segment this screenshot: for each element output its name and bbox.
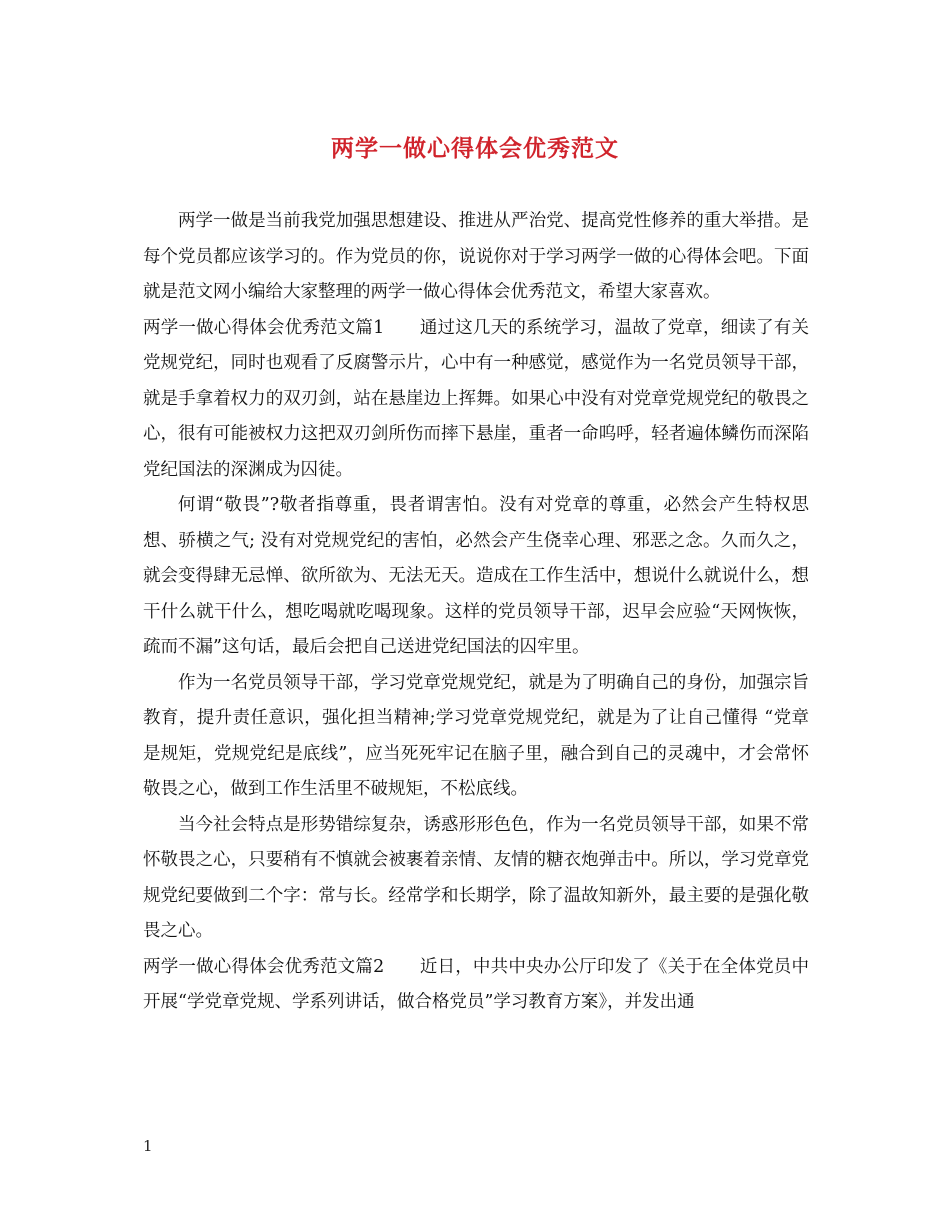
section-heading-1: 两学一做心得体会优秀范文篇1 — [143, 317, 420, 338]
section-2-text: 近日，中共中央办公厅印发了《关于在全体党员中开展“学党章党规、学系列讲话，做合格党员”学习教育方案》，并发出通 — [143, 956, 810, 1012]
section-heading-2: 两学一做心得体会优秀范文篇2 — [143, 956, 420, 977]
paragraph-section-1 — [143, 311, 809, 489]
document-body — [143, 204, 809, 1021]
document-title: 两学一做心得体会优秀范文 — [331, 136, 619, 162]
section-1-text: 通过这几天的系统学习，温故了党章，细读了有关党规党纪，同时也观看了反腐警示片，心中有一种感觉，感觉作为一名党员领导干部，就是手拿着权力的双刃剑，站在悬崖边上挥舞。如果心中没有对党章党规党纪的敬畏之心，很有可能被权力这把双刃剑所伤而摔下悬崖，重者一命呜呼，轻者遍体鳞伤而深陷党纪国法的深渊成为囚徒。 — [143, 317, 810, 480]
paragraph-society: 当今社会特点是形势错综复杂，诱惑形形色色，作为一名党员领导干部，如果不常怀敬畏之心，只要稍有不慎就会被裹着亲情、友情的糖衣炮弹击中。所以，学习党章党规党纪要做到二个字：常与长。经常学和长期学，除了温故知新外，最主要的是强化敬畏之心。 — [143, 814, 809, 941]
page-number: 1 — [143, 1137, 153, 1155]
paragraph-intro: 两学一做是当前我党加强思想建设、推进从严治党、提高党性修养的重大举措。是每个党员都应该学习的。作为党员的你，说说你对于学习两学一做的心得体会吧。下面就是范文网小编给大家整理的两学一做心得体会优秀范文，希望大家喜欢。 — [143, 211, 809, 302]
paragraph-awe: 何谓“敬畏”?敬者指尊重，畏者谓害怕。没有对党章的尊重，必然会产生特权思想、骄横之气; 没有对党规党纪的害怕，必然会产生侥幸心理、邪恶之念。久而久之，就会变得肆无忌惮、欲所欲为、无法无天。造成在工作生活中，想说什么就说什么，想干什么就干什么，想吃喝就吃喝现象。这样的党员领导干部，迟早会应验“天网恢恢，疏而不漏”这句话，最后会把自己送进党纪国法的囚牢里。 — [143, 495, 809, 657]
paragraph-study-purpose: 作为一名党员领导干部，学习党章党规党纪，就是为了明确自己的身份，加强宗旨教育，提升责任意识，强化担当精神;学习党章党规党纪，就是为了让自己懂得 “党章是规矩，党规党纪是底线”，应当死死牢记在脑子里，融合到自己的灵魂中，才会常怀敬畏之心，做到工作生活里不破规矩，不松底线。 — [143, 672, 809, 799]
paragraph-section-2 — [143, 950, 809, 1021]
